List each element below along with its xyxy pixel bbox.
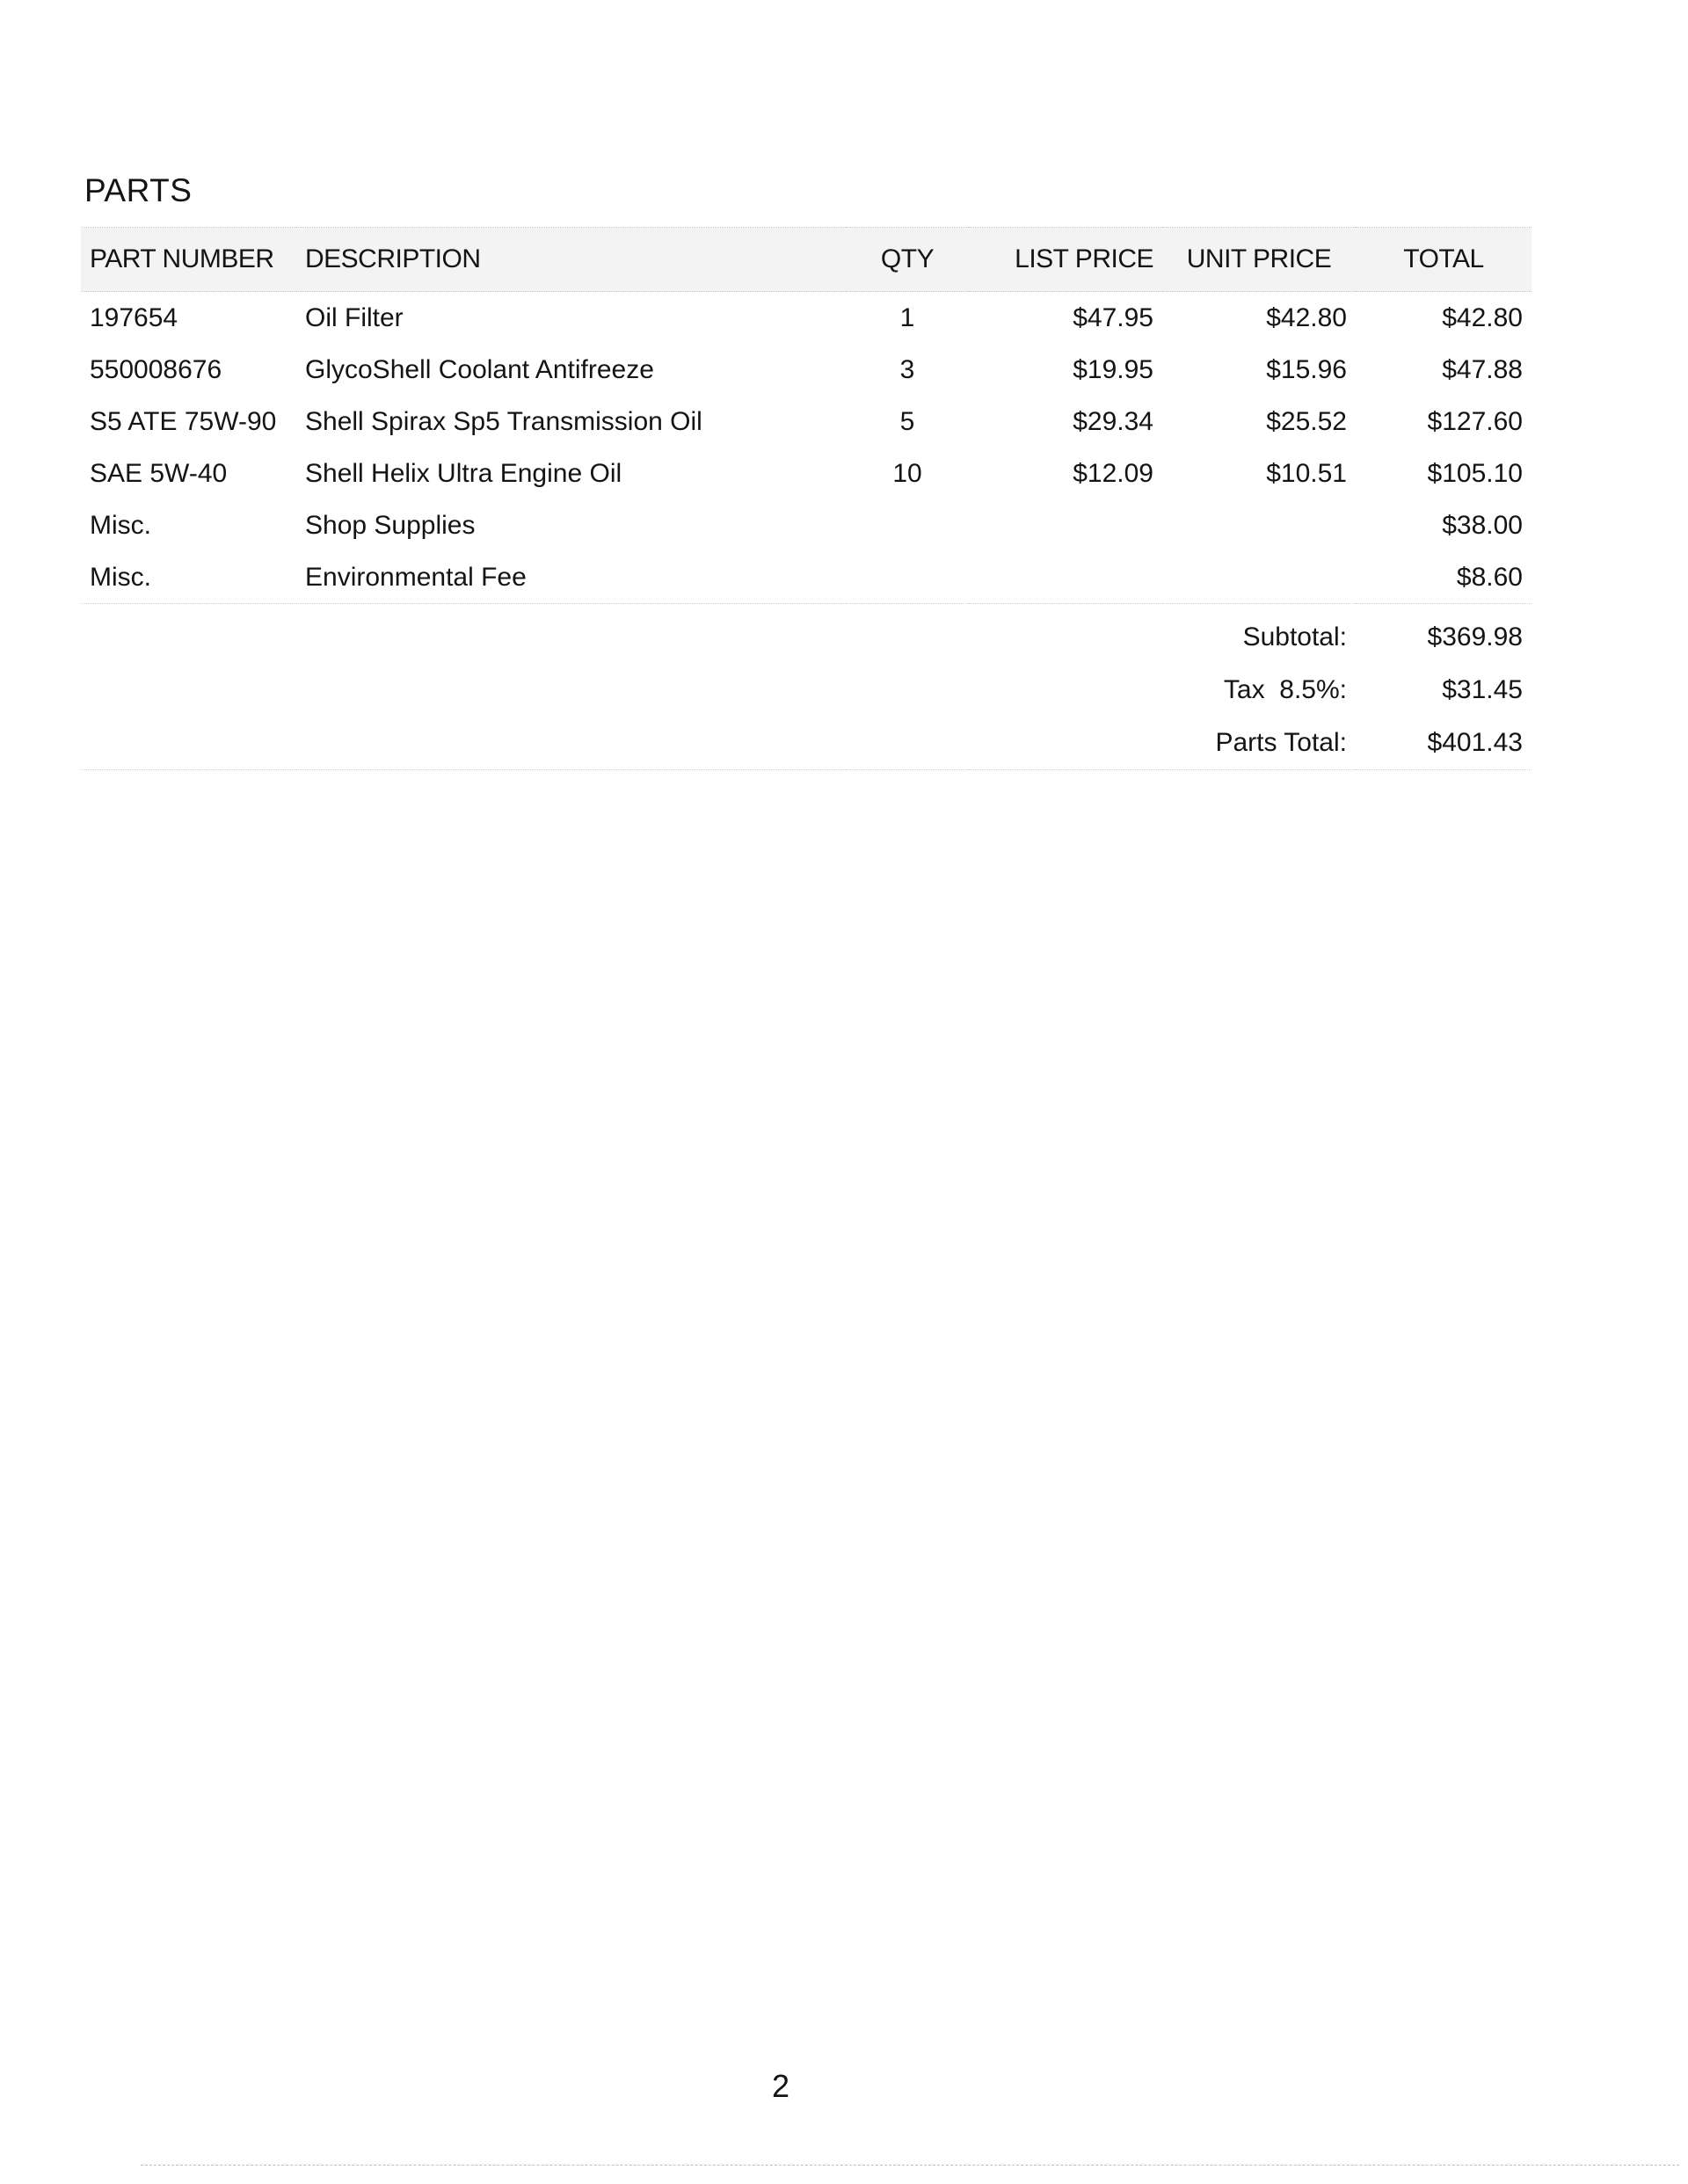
cell-part-number: Misc. bbox=[81, 551, 296, 604]
cell-qty bbox=[846, 499, 969, 551]
cell-unit-price: $15.96 bbox=[1266, 354, 1347, 384]
cell-description: Shell Spirax Sp5 Transmission Oil bbox=[305, 406, 702, 436]
cell-description: Shop Supplies bbox=[305, 510, 476, 540]
header-description: DESCRIPTION bbox=[296, 228, 846, 292]
header-total: TOTAL bbox=[1356, 228, 1532, 292]
cell-description: Environmental Fee bbox=[296, 551, 846, 604]
header-list-price: LIST PRICE bbox=[969, 228, 1162, 292]
subtotal-row bbox=[81, 604, 1532, 665]
cell-unit-price bbox=[1162, 551, 1356, 604]
table-row bbox=[81, 551, 1532, 604]
cell-list-price: $19.95 bbox=[1073, 354, 1153, 384]
cell-list-price: $29.34 bbox=[1073, 406, 1153, 436]
cell-description: GlycoShell Coolant Antifreeze bbox=[305, 354, 654, 384]
cell-unit-price: $25.52 bbox=[1266, 406, 1347, 436]
header-qty: QTY bbox=[846, 228, 969, 292]
cell-unit-price: $42.80 bbox=[1266, 302, 1347, 332]
tax-label: Tax 8.5%: bbox=[1223, 675, 1347, 704]
cell-unit-price bbox=[1162, 499, 1356, 551]
cell-total: $42.80 bbox=[1442, 302, 1523, 332]
subtotal-value: $369.98 bbox=[1427, 622, 1523, 652]
tax-row bbox=[81, 664, 1532, 717]
parts-table bbox=[81, 227, 1532, 770]
table-row bbox=[81, 448, 1532, 499]
page-number bbox=[0, 2068, 1688, 2105]
cell-qty: 1 bbox=[899, 302, 915, 332]
cell-part-number: 550008676 bbox=[90, 354, 222, 384]
cell-part-number: SAE 5W-40 bbox=[90, 458, 228, 488]
parts-total-value: $401.43 bbox=[1356, 717, 1532, 770]
cell-unit-price: $10.51 bbox=[1266, 458, 1347, 488]
cell-list-price bbox=[969, 551, 1162, 604]
table-header-row bbox=[81, 228, 1532, 292]
cell-qty: 10 bbox=[892, 458, 922, 488]
page-number-text: 2 bbox=[771, 2068, 790, 2104]
cell-list-price bbox=[969, 499, 1162, 551]
header-part-number: PART NUMBER bbox=[81, 228, 296, 292]
cell-total: $47.88 bbox=[1442, 354, 1523, 384]
cell-list-price: $47.95 bbox=[1073, 302, 1153, 332]
section-title: PARTS bbox=[84, 172, 193, 208]
cell-total: $105.10 bbox=[1427, 458, 1523, 488]
table-row bbox=[81, 396, 1532, 448]
cell-part-number: Misc. bbox=[90, 510, 151, 540]
parts-total-label: Parts Total: bbox=[81, 717, 1356, 770]
cell-qty: 3 bbox=[899, 354, 915, 384]
cell-total: $127.60 bbox=[1427, 406, 1523, 436]
cell-part-number: S5 ATE 75W-90 bbox=[90, 406, 277, 436]
cell-total: $8.60 bbox=[1356, 551, 1532, 604]
table-row bbox=[81, 344, 1532, 396]
tax-value: $31.45 bbox=[1442, 675, 1523, 704]
cell-description: Shell Helix Ultra Engine Oil bbox=[305, 458, 622, 488]
cell-qty: 5 bbox=[899, 406, 915, 436]
cell-list-price: $12.09 bbox=[1073, 458, 1153, 488]
cell-total: $38.00 bbox=[1442, 510, 1523, 540]
table-row bbox=[81, 292, 1532, 345]
subtotal-label: Subtotal: bbox=[1242, 622, 1347, 652]
footer-divider bbox=[141, 2165, 1679, 2166]
cell-qty bbox=[846, 551, 969, 604]
parts-total-row bbox=[81, 717, 1532, 770]
cell-part-number: 197654 bbox=[90, 302, 178, 332]
header-unit-price: UNIT PRICE bbox=[1162, 228, 1356, 292]
cell-description: Oil Filter bbox=[305, 302, 404, 332]
table-row bbox=[81, 499, 1532, 551]
